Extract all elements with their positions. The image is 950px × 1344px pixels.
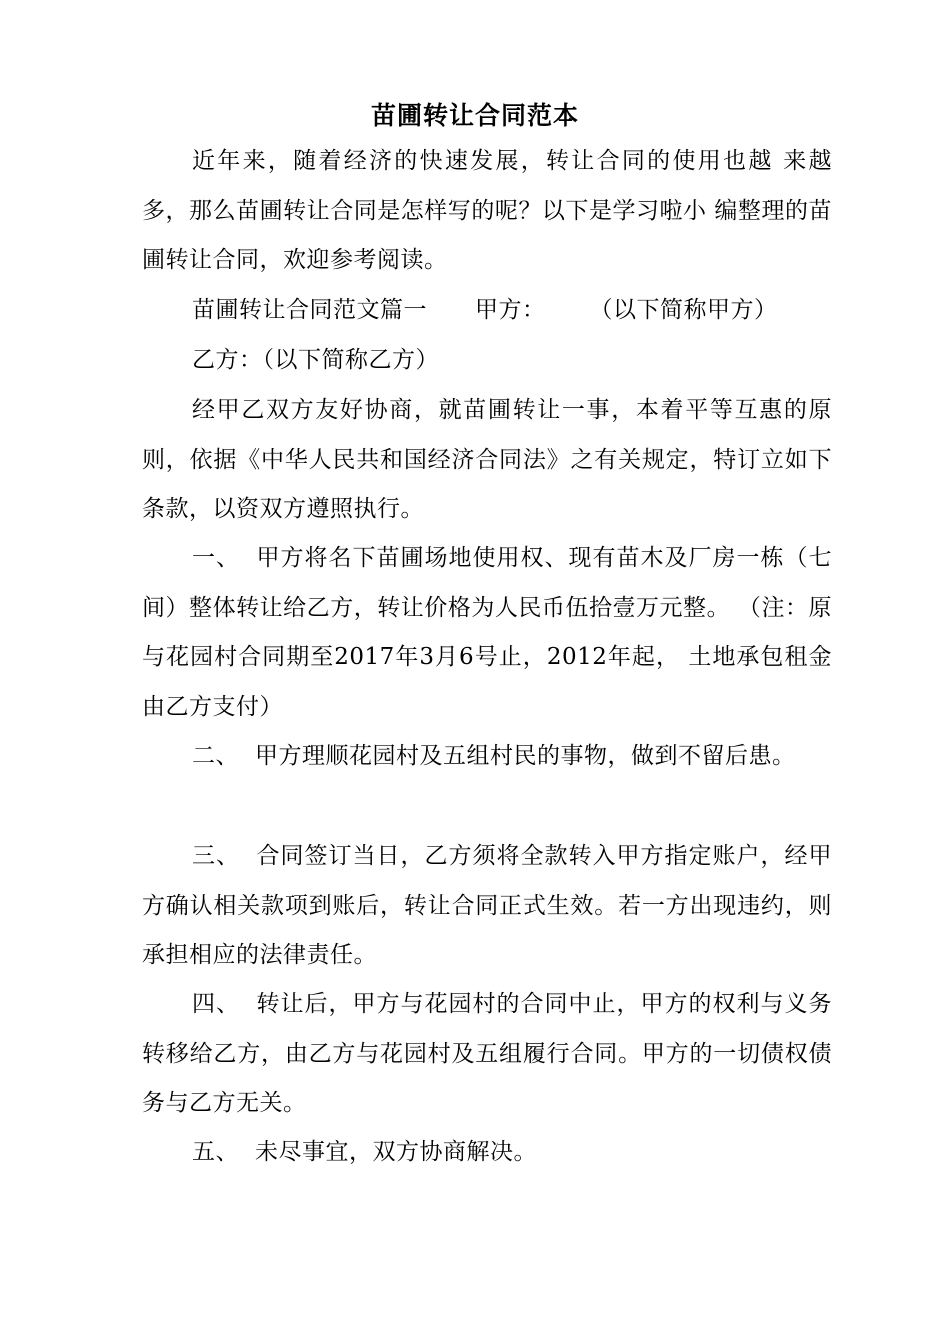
document-title: 苗圃转让合同范本 <box>370 101 579 130</box>
party-a-label: 甲方： <box>475 297 546 323</box>
clause-2 <box>142 732 832 782</box>
clause-number: 五、 <box>192 1139 239 1165</box>
basis-paragraph: 经甲乙双方友好协商，就苗圃转让一事，本着平等互惠的原则，依据《中华人民共和国经济合同法》之有关规定，特订立如下条款，以资双方遵照执行。 <box>142 397 832 522</box>
section-label: 苗圃转让合同范文篇一 <box>192 297 427 323</box>
clause-text: 甲方将名下苗圃场地使用权、现有苗木及厂房一栋（七间）整体转让给乙方，转让价格为人民币伍拾壹万元整。 （注：原与花园村合同期至2017年3月6号止，2012年起， 土地承包租金由乙方支付） <box>142 545 832 720</box>
clause-1 <box>142 534 832 732</box>
party-b-line: 乙方：（以下简称乙方） <box>192 347 439 373</box>
clause-text: 合同签订当日，乙方须将全款转入甲方指定账户，经甲方确认相关款项到账后，转让合同正式生效。若一方出现违约，则承担相应的法律责任。 <box>142 843 832 968</box>
clause-4 <box>142 980 832 1129</box>
intro-paragraph: 近年来，随着经济的快速发展，转让合同的使用也越 来越多，那么苗圃转让合同是怎样写的呢？以下是学习啦小 编整理的苗圃转让合同，欢迎参考阅读。 <box>142 148 832 273</box>
clause-3 <box>142 832 832 981</box>
clause-text: 未尽事宜，双方协商解决。 <box>255 1139 537 1165</box>
party-a-note: （以下简称甲方） <box>589 297 778 323</box>
clause-number: 四、 <box>192 991 240 1017</box>
party-a-line <box>142 286 832 336</box>
clause-number: 一、 <box>192 545 240 571</box>
clause-5 <box>142 1128 832 1178</box>
clause-number: 二、 <box>192 743 239 769</box>
clause-text: 甲方理顺花园村及五组村民的事物，做到不留后患。 <box>255 743 796 769</box>
clause-text: 转让后，甲方与花园村的合同中止，甲方的权利与义务转移给乙方，由乙方与花园村及五组履行合同。甲方的一切债权债务与乙方无关。 <box>142 991 832 1116</box>
clause-number: 三、 <box>192 843 240 869</box>
